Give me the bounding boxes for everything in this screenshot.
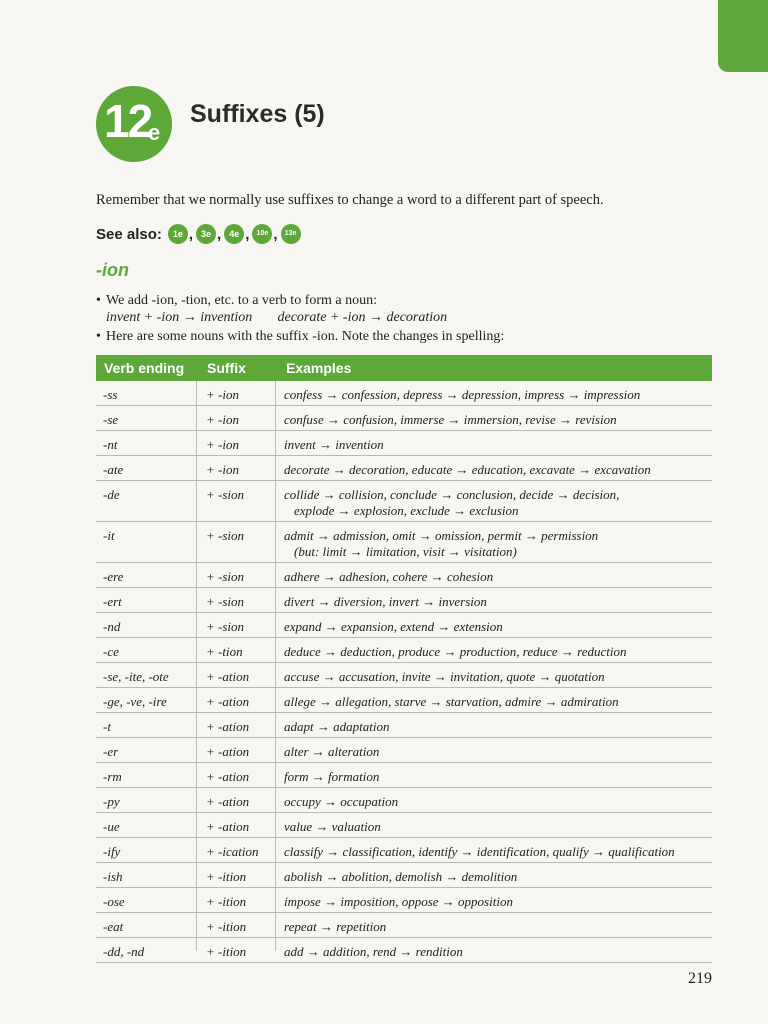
corner-tab	[718, 0, 768, 72]
unit-letter: e	[148, 120, 161, 145]
verb-ending: -ify	[103, 844, 121, 859]
suffix: + -ication	[206, 844, 259, 859]
column-divider	[196, 381, 197, 951]
verb-ending: -ue	[103, 819, 120, 834]
intro-text: Remember that we normally use suffixes to change a word to a different part of speech.	[96, 192, 604, 208]
examples-line: divert → diversion, invert → inversion	[284, 594, 487, 609]
verb-ending: -nd	[103, 619, 121, 634]
verb-ending: -ish	[103, 869, 123, 884]
page-number: 219	[688, 970, 712, 987]
examples-line: abolish → abolition, demolish → demolition	[284, 869, 518, 884]
examples	[284, 669, 709, 685]
verb-ending: -eat	[103, 919, 124, 934]
examples	[284, 869, 709, 885]
suffix: + -ation	[206, 769, 250, 784]
unit-badge	[96, 86, 172, 162]
examples	[284, 487, 709, 519]
examples-line: repeat → repetition	[284, 919, 387, 934]
examples	[284, 437, 709, 453]
verb-ending: -ose	[103, 894, 125, 909]
examples	[284, 619, 709, 635]
examples	[284, 594, 709, 610]
examples-line: adhere → adhesion, cohere → cohesion	[284, 569, 494, 584]
verb-ending: -ert	[103, 594, 122, 609]
table-row	[96, 788, 712, 813]
bullet-example: decorate + -ion → decoration	[277, 310, 448, 325]
table-header	[96, 355, 712, 381]
verb-ending: -it	[103, 528, 115, 543]
verb-ending: -nt	[103, 437, 118, 452]
examples-line: explode → explosion, exclude → exclusion	[294, 503, 519, 518]
table-row	[96, 588, 712, 613]
header-verb-ending: Verb ending	[104, 360, 185, 376]
examples-line: admit → admission, omit → omission, permit → permission	[284, 528, 599, 543]
suffix-table	[96, 381, 712, 963]
table-row	[96, 522, 712, 563]
examples	[284, 919, 709, 935]
table-row	[96, 406, 712, 431]
verb-ending: -ere	[103, 569, 124, 584]
see-also-ref[interactable]: 4e	[224, 224, 244, 244]
table-row	[96, 563, 712, 588]
see-also-ref[interactable]: 3e	[196, 224, 216, 244]
table-row	[96, 863, 712, 888]
verb-ending: -dd, -nd	[103, 944, 145, 959]
table-row	[96, 763, 712, 788]
header-suffix: Suffix	[207, 360, 246, 376]
table-row	[96, 456, 712, 481]
examples	[284, 794, 709, 810]
verb-ending: -ce	[103, 644, 119, 659]
see-also-ref[interactable]: 1e	[168, 224, 188, 244]
examples-line: impose → imposition, oppose → opposition	[284, 894, 513, 909]
examples	[284, 844, 709, 860]
suffix: + -ation	[206, 694, 250, 709]
bullet-list: • We add -ion, -tion, etc. to a verb to form a noun: invent + -ion → invention decorate + -ion → decoration • Here are some nouns with the suffix -ion. Note the changes in spelling:	[96, 293, 505, 344]
suffix: + -ation	[206, 744, 250, 759]
examples-line: (but: limit → limitation, visit → visitation)	[294, 544, 517, 559]
see-also-ref[interactable]: 10e	[252, 224, 272, 244]
suffix: + -sion	[206, 619, 245, 634]
examples	[284, 694, 709, 710]
suffix: + -ition	[206, 869, 247, 884]
suffix: + -sion	[206, 487, 245, 502]
bullet-example: invent + -ion → invention	[106, 310, 253, 325]
examples	[284, 769, 709, 785]
examples-line: collide → collision, conclude → conclusion, decide → decision,	[284, 487, 620, 502]
table-row	[96, 481, 712, 522]
table-row	[96, 913, 712, 938]
suffix: + -ion	[206, 412, 239, 427]
examples	[284, 894, 709, 910]
examples	[284, 719, 709, 735]
verb-ending: -py	[103, 794, 120, 809]
suffix: + -ition	[206, 944, 247, 959]
suffix: + -ation	[206, 819, 250, 834]
suffix: + -ion	[206, 387, 239, 402]
suffix: + -ion	[206, 437, 239, 452]
suffix: + -ition	[206, 919, 247, 934]
table-row	[96, 688, 712, 713]
suffix: + -ation	[206, 719, 250, 734]
verb-ending: -de	[103, 487, 120, 502]
bullet-text: Here are some nouns with the suffix -ion. Note the changes in spelling:	[106, 329, 505, 344]
examples	[284, 412, 709, 428]
suffix: + -sion	[206, 569, 245, 584]
table-row	[96, 888, 712, 913]
table-row	[96, 638, 712, 663]
examples	[284, 569, 709, 585]
verb-ending: -se, -ite, -ote	[103, 669, 169, 684]
table-row	[96, 431, 712, 456]
verb-ending: -ss	[103, 387, 118, 402]
examples	[284, 819, 709, 835]
examples-line: allege → allegation, starve → starvation, admire → admiration	[284, 694, 619, 709]
suffix: + -ation	[206, 669, 250, 684]
suffix: + -ition	[206, 894, 247, 909]
suffix: + -ation	[206, 794, 250, 809]
examples-line: deduce → deduction, produce → production, reduce → reduction	[284, 644, 627, 659]
examples	[284, 387, 709, 403]
examples	[284, 944, 709, 960]
verb-ending: -t	[103, 719, 111, 734]
page-title: Suffixes (5)	[190, 100, 325, 128]
column-divider	[275, 381, 276, 951]
bullet-text: We add -ion, -tion, etc. to a verb to form a noun:	[106, 293, 378, 308]
unit-number: 12	[104, 95, 152, 147]
verb-ending: -er	[103, 744, 119, 759]
suffix: + -sion	[206, 594, 245, 609]
verb-ending: -rm	[103, 769, 122, 784]
table-row	[96, 713, 712, 738]
examples-line: invent → invention	[284, 437, 384, 452]
examples-line: confuse → confusion, immerse → immersion, revise → revision	[284, 412, 617, 427]
examples-line: classify → classification, identify → identification, qualify → qualification	[284, 844, 675, 859]
suffix: + -sion	[206, 528, 245, 543]
verb-ending: -se	[103, 412, 119, 427]
examples-line: form → formation	[284, 769, 380, 784]
table-row	[96, 613, 712, 638]
section-heading: -ion	[96, 260, 129, 280]
table-row	[96, 663, 712, 688]
examples	[284, 644, 709, 660]
table-row	[96, 838, 712, 863]
see-also: See also: 1e , 3e , 4e , 10e , 13e	[96, 224, 302, 244]
examples-line: alter → alteration	[284, 744, 380, 759]
suffix: + -ion	[206, 462, 239, 477]
verb-ending: -ate	[103, 462, 124, 477]
examples-line: occupy → occupation	[284, 794, 399, 809]
table-row	[96, 813, 712, 838]
examples-line: expand → expansion, extend → extension	[284, 619, 503, 634]
examples	[284, 462, 709, 478]
verb-ending: -ge, -ve, -ire	[103, 694, 167, 709]
examples	[284, 528, 709, 560]
suffix: + -tion	[206, 644, 243, 659]
table-row	[96, 938, 712, 963]
table-row	[96, 381, 712, 406]
header-examples: Examples	[286, 360, 352, 376]
examples-line: value → valuation	[284, 819, 381, 834]
table-row	[96, 738, 712, 763]
see-also-label: See also:	[96, 225, 162, 243]
examples-line: accuse → accusation, invite → invitation, quote → quotation	[284, 669, 605, 684]
examples-line: adapt → adaptation	[284, 719, 390, 734]
examples-line: decorate → decoration, educate → education, excavate → excavation	[284, 462, 651, 477]
see-also-ref[interactable]: 13e	[281, 224, 301, 244]
examples	[284, 744, 709, 760]
examples-line: confess → confession, depress → depression, impress → impression	[284, 387, 641, 402]
examples-line: add → addition, rend → rendition	[284, 944, 463, 959]
